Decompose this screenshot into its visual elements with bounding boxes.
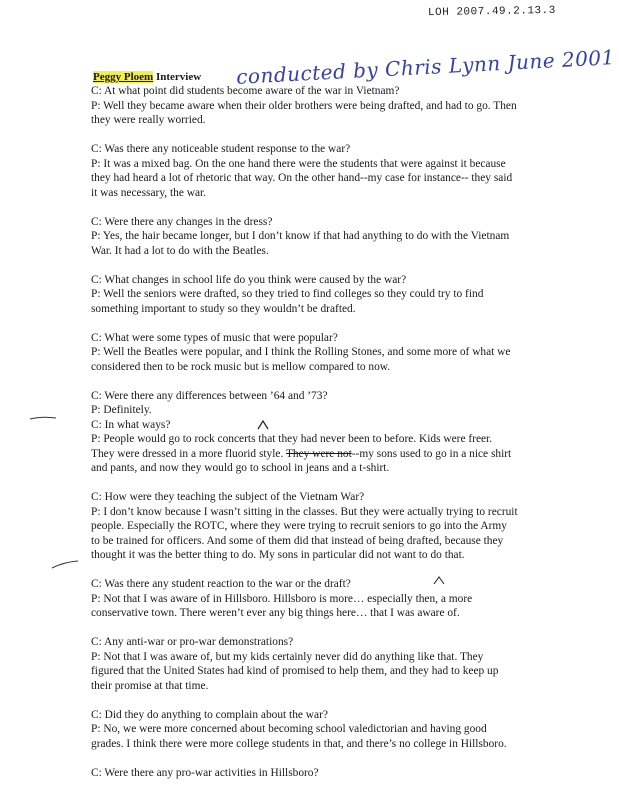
question: C: Did they do anything to complain about the war? xyxy=(91,708,328,721)
answer-line: figured that the United States had kind of promised to help them, and they had to keep up xyxy=(91,665,499,677)
answer-line: War. It had a lot to do with the Beatles. xyxy=(91,244,269,257)
answer-line: P: People would go to rock concerts that they had never been to before. Kids were freer. xyxy=(91,433,493,445)
answer-line: grades. I think there were more college students in that, and there’s no college in Hillsboro. xyxy=(91,737,507,750)
qa-block-1 xyxy=(91,84,611,128)
answer-line: P: Not that I was aware of, but my kids certainly never did do anything like that. They xyxy=(91,650,484,663)
text-after-strike: --my sons used to go in a nice shirt xyxy=(351,447,512,460)
text-before-strike: They were dressed in a more fluorid style. xyxy=(91,447,286,460)
question: C: How were they teaching the subject of the Vietnam War? xyxy=(91,491,365,503)
answer-line: P: I don’t know because I wasn’t sitting in the classes. But they were actually trying to recruit xyxy=(91,505,518,518)
answer-line: and pants, and now they would go to school in jeans and a t-shirt. xyxy=(91,462,390,474)
question: C: What were some types of music that were popular? xyxy=(91,331,338,344)
qa-block-7 xyxy=(91,490,611,563)
answer-line: their promise at that time. xyxy=(91,679,209,692)
answer-line: considered then to be rock music but is mellow compared to now. xyxy=(91,360,391,373)
qa-block-4 xyxy=(91,273,611,317)
struck-text: They were not xyxy=(285,447,352,460)
title-suffix: Interview xyxy=(153,71,202,83)
question: C: What changes in school life do you think were caused by the war? xyxy=(91,273,407,286)
handwritten-note: conducted by Chris Lynn June 2001 xyxy=(235,45,616,89)
question: C: Any anti-war or pro-war demonstrations? xyxy=(91,636,294,648)
qa-block-5 xyxy=(91,331,611,375)
answer-line: P: Definitely. xyxy=(91,404,152,416)
qa-block-2 xyxy=(91,142,611,200)
answer-line: P: Yes, the hair became longer, but I don’t know if that had anything to do with the Vietnam xyxy=(91,230,510,242)
question: C: Was there any noticeable student response to the war? xyxy=(91,143,351,155)
qa-block-3 xyxy=(91,215,611,259)
qa-block-10 xyxy=(91,708,611,752)
answer-line: it was necessary, the war. xyxy=(91,186,207,199)
answer-line: something important to study so they wouldn’t be drafted. xyxy=(91,302,356,315)
answer-line: to be trained for officers. And some of them did that instead of being drafted, because they xyxy=(91,534,504,547)
page-title xyxy=(93,71,201,83)
margin-mark-2 xyxy=(50,559,80,571)
qa-block-8 xyxy=(91,577,611,621)
answer-line-with-strikeout xyxy=(91,447,611,462)
transcript xyxy=(91,84,611,780)
question: C: Were there any changes in the dress? xyxy=(91,215,273,228)
answer-line: they were really worried. xyxy=(91,114,206,126)
interviewee-name: Peggy Ploem xyxy=(93,71,154,83)
answer-line: P: It was a mixed bag. On the one hand there were the students that were against it because xyxy=(91,157,506,170)
answer-line: P: No, we were more concerned about becoming school valedictorian and having good xyxy=(91,723,487,735)
answer-line: thought it was the better thing to do. My sons in particular did not want to do that. xyxy=(91,549,465,561)
archive-number: LOH 2007.49.2.13.3 xyxy=(427,4,556,20)
answer-line: P: Well the Beatles were popular, and I think the Rolling Stones, and some more of what we xyxy=(91,346,511,358)
question: C: Was there any student reaction to the war or the draft? xyxy=(91,578,351,590)
question: C: Were there any pro-war activities in Hillsboro? xyxy=(91,766,319,779)
question: C: In what ways? xyxy=(91,418,171,431)
answer-line: they had heard a lot of rhetoric that way. On the other hand--my case for instance-- they said xyxy=(91,172,513,184)
answer-line: P: Well the seniors were drafted, so they tried to find colleges so they could try to find xyxy=(91,288,484,300)
qa-block-11 xyxy=(91,766,611,781)
qa-block-9 xyxy=(91,635,611,693)
answer-line: P: Well they became aware when their older brothers were being drafted, and had to go. Then xyxy=(91,99,517,112)
question: C: Were there any differences between ’64 and ’73? xyxy=(91,389,328,402)
answer-line: P: Not that I was aware of in Hillsboro. Hillsboro is more… especially then, a more xyxy=(91,592,473,605)
question: C: At what point did students become aware of the war in Vietnam? xyxy=(91,85,400,97)
margin-mark-1 xyxy=(28,413,58,423)
answer-line: people. Especially the ROTC, where they were trying to recruit seniors to go into the Army xyxy=(91,520,507,532)
answer-line: conservative town. There weren’t ever any big things here… that I was aware of. xyxy=(91,607,460,619)
qa-block-6 xyxy=(91,389,611,476)
